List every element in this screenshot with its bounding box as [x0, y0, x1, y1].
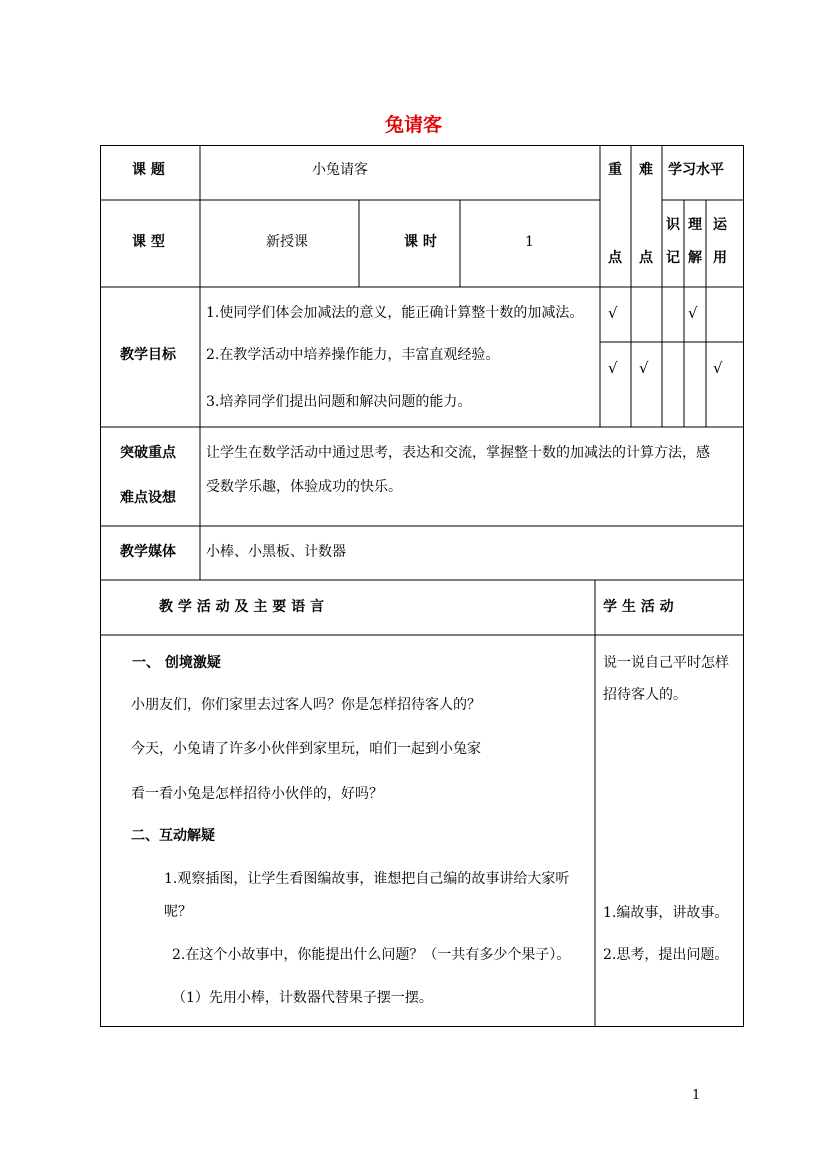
check-mark-goal1-key: √ [608, 304, 618, 322]
goal-item-2: 2.在教学活动中培养操作能力，丰富直观经验。 [206, 347, 500, 363]
goal-item-1: 1.使同学们体会加减法的意义，能正确计算整十数的加减法。 [206, 305, 584, 321]
breakthrough-text-line1: 让学生在数学活动中通过思考，表达和交流，掌握整十数的加减法的计算方法，感 [206, 445, 710, 461]
topic-label: 课 题 [132, 162, 165, 178]
key-point-label-bottom: 点 [608, 250, 622, 266]
breakthrough-label-line2: 难点设想 [120, 490, 176, 506]
learning-level-label: 学习水平 [668, 162, 724, 178]
type-label: 课 型 [132, 234, 165, 250]
student-activity-1-line1: 说一说自己平时怎样 [603, 655, 729, 671]
student-activity-2: 1.编故事，讲故事。 [603, 905, 729, 921]
student-activity-1-line2: 招待客人的。 [603, 687, 687, 703]
goal-item-3: 3.培养同学们提出问题和解决问题的能力。 [206, 394, 472, 410]
level-memorize-bottom: 记 [666, 250, 680, 266]
document-title: 兔请客 [384, 114, 442, 136]
level-understand-top: 理 [688, 217, 702, 233]
breakthrough-label-line1: 突破重点 [120, 445, 176, 461]
media-label: 教学媒体 [120, 544, 176, 560]
student-activity-3: 2.思考，提出问题。 [603, 947, 729, 963]
level-apply-bottom: 用 [713, 250, 727, 266]
check-mark-goal1-understand: √ [688, 304, 698, 322]
activity-header-student: 学 生 活 动 [603, 599, 674, 615]
activity-paragraph-5: 2.在这个小故事中，你能提出什么问题？（一共有多少个果子）。 [172, 947, 571, 963]
topic-value: 小兔请客 [312, 162, 368, 178]
breakthrough-text-line2: 受数学乐趣，体验成功的快乐。 [206, 479, 402, 495]
key-point-label-top: 重 [608, 162, 622, 178]
lesson-plan-table [100, 145, 744, 1027]
difficulty-label-bottom: 点 [639, 250, 653, 266]
activity-paragraph-6: （1）先用小棒，计数器代替果子摆一摆。 [172, 990, 433, 1006]
activity-paragraph-4-line1: 1.观察插图，让学生看图编故事，谁想把自己编的故事讲给大家听 [164, 871, 570, 887]
period-value: 1 [525, 234, 534, 250]
table-grid-lines [100, 145, 744, 1027]
section1-title: 一、 创境激疑 [132, 655, 221, 671]
activity-paragraph-2: 今天，小兔请了许多小伙伴到家里玩，咱们一起到小兔家 [131, 741, 481, 757]
goals-label: 教学目标 [120, 347, 176, 363]
activity-paragraph-4-line2: 呢？ [164, 904, 192, 920]
difficulty-label-top: 难 [639, 162, 653, 178]
type-value: 新授课 [266, 234, 308, 250]
level-memorize-top: 识 [666, 217, 680, 233]
activity-paragraph-3: 看一看小兔是怎样招待小伙伴的，好吗？ [131, 786, 383, 802]
level-apply-top: 运 [713, 217, 727, 233]
level-understand-bottom: 解 [688, 250, 702, 266]
page-number: 1 [692, 1088, 701, 1103]
check-mark-goal2-apply: √ [713, 359, 723, 377]
check-mark-goal2-key: √ [608, 359, 618, 377]
activity-paragraph-1: 小朋友们，你们家里去过客人吗？你是怎样招待客人的？ [131, 697, 481, 713]
activity-header-main: 教 学 活 动 及 主 要 语 言 [159, 599, 324, 615]
check-mark-goal2-difficulty: √ [639, 359, 649, 377]
media-value: 小棒、小黑板、计数器 [206, 544, 346, 560]
period-label: 课 时 [404, 234, 437, 250]
section2-title: 二、互动解疑 [131, 828, 215, 844]
